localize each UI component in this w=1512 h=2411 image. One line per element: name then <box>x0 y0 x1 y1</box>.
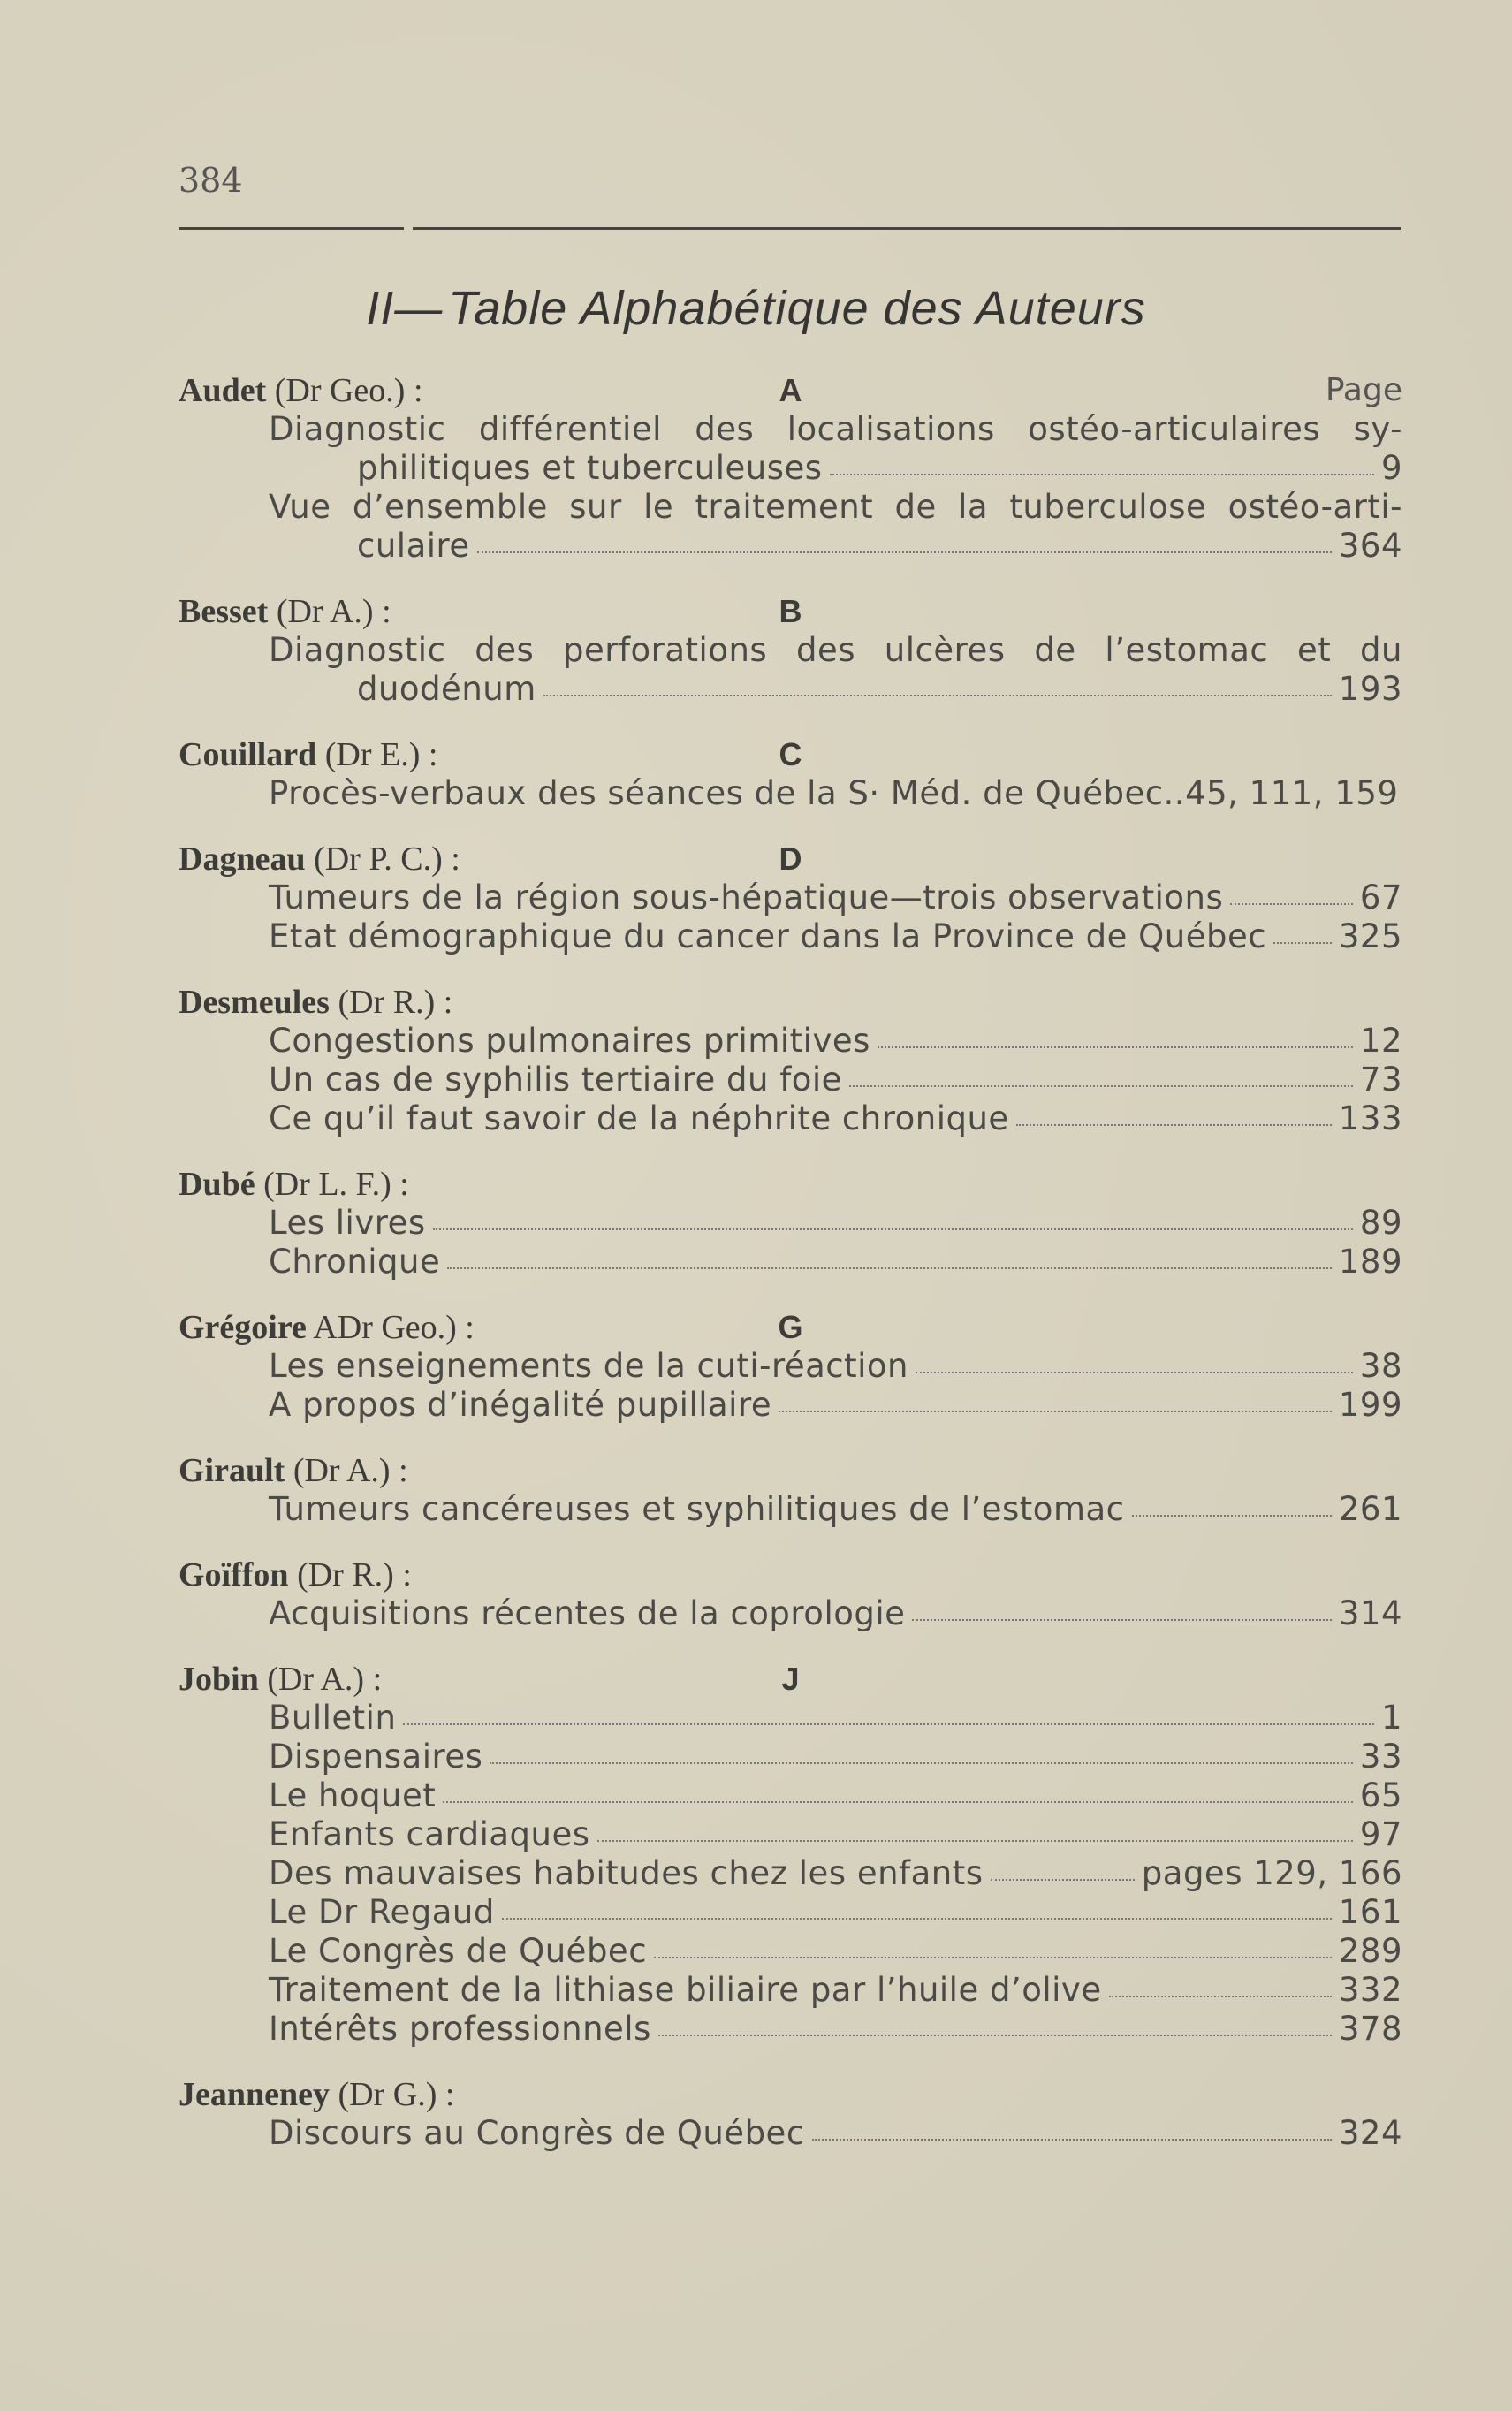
leader-dots <box>543 695 1332 696</box>
author-name: Desmeules <box>179 984 330 1021</box>
section-a <box>179 371 1402 592</box>
entry-title: Le Congrès de Québec <box>269 1932 648 1970</box>
leader-dots <box>433 1228 1353 1230</box>
author-heading <box>179 983 1402 1022</box>
entry-title: Ce qu’il faut savoir de la néphrite chronique <box>269 1099 1009 1137</box>
leader-dots <box>878 1046 1353 1048</box>
index-entry <box>179 774 1402 813</box>
spacer <box>179 1282 1402 1308</box>
entry-title: Discours au Congrès de Québec <box>269 2114 805 2152</box>
author-heading <box>179 2075 1402 2114</box>
author-title: ADr Geo.) : <box>306 1309 475 1346</box>
spacer <box>179 1425 1402 1451</box>
author-heading <box>179 1451 1402 1490</box>
entry-title: Bulletin <box>269 1699 397 1737</box>
entry-page: 189 <box>1338 1243 1402 1281</box>
index-entry <box>179 1490 1402 1529</box>
entry-page: 73 <box>1359 1061 1402 1099</box>
entry-page: 133 <box>1338 1099 1402 1137</box>
author-name: Jobin <box>179 1661 259 1698</box>
author-name: Girault <box>179 1452 285 1489</box>
entry-title: duodénum <box>357 670 536 708</box>
index-entry <box>179 1932 1402 1971</box>
leader-dots <box>447 1267 1332 1269</box>
entry-page: 33 <box>1359 1738 1402 1776</box>
section-letter: C <box>779 736 802 772</box>
author-name: Couillard <box>179 736 317 773</box>
index-entry <box>179 527 1402 566</box>
leader-dots <box>812 2139 1332 2141</box>
leader-dots <box>443 1801 1353 1803</box>
entry-title: Procès-verbaux des séances de la S· Méd. de Québec..45, 111, 159 <box>269 774 1399 812</box>
entry-page: pages 129, 166 <box>1141 1854 1402 1892</box>
entry-title: Le hoquet <box>269 1776 437 1814</box>
leader-dots <box>916 1372 1353 1373</box>
entry-title: Un cas de syphilis tertiaire du foie <box>269 1061 842 1099</box>
index-entry <box>179 1699 1402 1738</box>
author-heading <box>179 840 1402 878</box>
entry-page: 332 <box>1338 1971 1402 2009</box>
author-title: (Dr A.) : <box>285 1452 408 1489</box>
entry-title: Des mauvaises habitudes chez les enfants <box>269 1854 984 1892</box>
section-letter: B <box>779 593 802 629</box>
entry-title: Intérêts professionnels <box>269 2010 651 2048</box>
author-title: (Dr R.) : <box>329 984 453 1021</box>
leader-dots <box>1273 942 1332 944</box>
spacer <box>179 709 1402 735</box>
leader-dots <box>991 1879 1135 1881</box>
entry-page: 261 <box>1338 1490 1402 1528</box>
entry-page: 89 <box>1359 1204 1402 1242</box>
entry-title: culaire <box>357 527 470 565</box>
index-entry <box>179 1022 1402 1061</box>
entry-line: Diagnostic différentiel des localisations ostéo-articulaires sy- <box>269 410 1402 448</box>
index-entry <box>179 449 1402 488</box>
author-title: (Dr L. F.) : <box>255 1166 409 1203</box>
page-number: 384 <box>179 161 243 200</box>
leader-dots <box>502 1918 1332 1920</box>
author-name: Jeanneney <box>179 2076 330 2113</box>
entry-title: Acquisitions récentes de la coprologie <box>269 1594 906 1632</box>
entry-page: 378 <box>1338 2010 1402 2048</box>
index-entry <box>179 1971 1402 2010</box>
leader-dots <box>654 1957 1332 1958</box>
index-entry <box>179 2114 1402 2153</box>
spacer <box>179 2049 1402 2075</box>
index-entry <box>179 1893 1402 1932</box>
leader-dots <box>830 474 1374 475</box>
leader-dots <box>490 1762 1352 1764</box>
entry-title: Le Dr Regaud <box>269 1893 495 1931</box>
author-name: Dubé <box>179 1166 255 1203</box>
leader-dots <box>1132 1515 1332 1517</box>
spacer <box>179 956 1402 983</box>
page-title <box>0 281 1512 336</box>
author-name: Audet <box>179 372 267 409</box>
entry-line: Diagnostic des perforations des ulcères de l’estomac et du <box>269 631 1402 669</box>
index-entry <box>179 2010 1402 2049</box>
index-entry <box>179 878 1402 917</box>
author-index <box>179 371 1402 2179</box>
entry-page: 67 <box>1359 878 1402 916</box>
entry-page: 314 <box>1338 1594 1402 1632</box>
author-title: (Dr G.) : <box>330 2076 455 2113</box>
index-entry <box>179 917 1402 956</box>
author-name: Goïffon <box>179 1556 289 1593</box>
index-entry <box>179 1815 1402 1854</box>
author-heading <box>179 1308 1402 1347</box>
title-text: Table Alphabétique des Auteurs <box>448 282 1146 335</box>
section-letter: D <box>779 840 802 877</box>
index-entry <box>179 1204 1402 1243</box>
author-heading <box>179 735 1402 774</box>
entry-title: Tumeurs cancéreuses et syphilitiques de l’estomac <box>269 1490 1125 1528</box>
section-j <box>179 1660 1402 2179</box>
leader-dots <box>912 1619 1331 1621</box>
section-letter: J <box>781 1661 800 1697</box>
entry-title: Les livres <box>269 1204 426 1242</box>
index-entry <box>179 1386 1402 1425</box>
leader-dots <box>597 1840 1353 1842</box>
spacer <box>179 1138 1402 1165</box>
spacer <box>179 566 1402 592</box>
index-entry <box>179 1854 1402 1893</box>
index-entry <box>179 1347 1402 1386</box>
entry-line: Vue d’ensemble sur le traitement de la tuberculose ostéo-arti- <box>269 488 1402 526</box>
index-entry <box>179 1061 1402 1099</box>
author-heading <box>179 1555 1402 1594</box>
entry-page: 9 <box>1380 449 1402 487</box>
entry-page: 324 <box>1338 2114 1402 2152</box>
index-entry <box>179 1738 1402 1776</box>
author-name: Besset <box>179 593 269 630</box>
author-heading <box>179 1165 1402 1204</box>
title-prefix: II— <box>366 282 444 335</box>
entry-title: Chronique <box>269 1243 441 1281</box>
author-heading <box>179 1660 1402 1699</box>
entry-title: Enfants cardiaques <box>269 1815 590 1853</box>
section-letter: G <box>778 1309 803 1345</box>
entry-page: 193 <box>1338 670 1402 708</box>
leader-dots <box>403 1723 1374 1725</box>
entry-page: 97 <box>1359 1815 1402 1853</box>
entry-page: 199 <box>1338 1386 1402 1424</box>
leader-dots <box>849 1085 1353 1087</box>
author-title: (Dr A.) : <box>258 1661 383 1698</box>
spacer <box>179 1633 1402 1660</box>
entry-page: 325 <box>1338 917 1402 955</box>
entry-title: Etat démographique du cancer dans la Province de Québec <box>269 917 1267 955</box>
header-rule-left <box>179 227 404 230</box>
author-title: (Dr Geo.) : <box>266 372 423 409</box>
leader-dots <box>477 551 1332 553</box>
entry-title: Les enseignements de la cuti-réaction <box>269 1347 909 1385</box>
leader-dots <box>1016 1124 1332 1126</box>
spacer <box>179 2153 1402 2179</box>
header-rule-right <box>413 227 1401 230</box>
leader-dots <box>779 1411 1332 1412</box>
entry-page: 364 <box>1338 527 1402 565</box>
section-letter: A <box>779 372 802 408</box>
section-g <box>179 1308 1402 1660</box>
author-heading <box>179 592 1402 631</box>
index-entry <box>179 670 1402 709</box>
entry-page: 65 <box>1359 1776 1402 1814</box>
entry-title: Traitement de la lithiase biliaire par l’huile d’olive <box>269 1971 1102 2009</box>
section-d <box>179 840 1402 1308</box>
entry-page: 38 <box>1359 1347 1402 1385</box>
entry-title: A propos d’inégalité pupillaire <box>269 1386 772 1424</box>
leader-dots <box>1230 903 1353 905</box>
entry-title: philitiques et tuberculeuses <box>357 449 823 487</box>
spacer <box>179 813 1402 840</box>
author-heading <box>179 371 1402 410</box>
section-b <box>179 592 1402 735</box>
section-c <box>179 735 1402 840</box>
index-entry <box>179 1243 1402 1282</box>
index-entry <box>179 1776 1402 1815</box>
entry-title: Dispensaires <box>269 1738 483 1776</box>
spacer <box>179 1529 1402 1555</box>
author-title: (Dr A.) : <box>268 593 391 630</box>
author-name: Grégoire <box>179 1309 307 1346</box>
index-entry <box>179 1594 1402 1633</box>
index-entry <box>179 1099 1402 1138</box>
page-column-header: Page <box>1325 372 1402 408</box>
author-title: (Dr E.) : <box>316 736 438 773</box>
entry-page: 1 <box>1380 1699 1402 1737</box>
leader-dots <box>1109 1996 1332 1997</box>
entry-page: 12 <box>1359 1022 1402 1060</box>
entry-title: Tumeurs de la région sous-hépatique—trois observations <box>269 878 1224 916</box>
author-title: (Dr R.) : <box>288 1556 412 1593</box>
author-title: (Dr P. C.) : <box>305 840 460 878</box>
author-name: Dagneau <box>179 840 306 878</box>
entry-page: 161 <box>1338 1893 1402 1931</box>
entry-title: Congestions pulmonaires primitives <box>269 1022 870 1060</box>
entry-page: 289 <box>1338 1932 1402 1970</box>
leader-dots <box>658 2035 1332 2036</box>
